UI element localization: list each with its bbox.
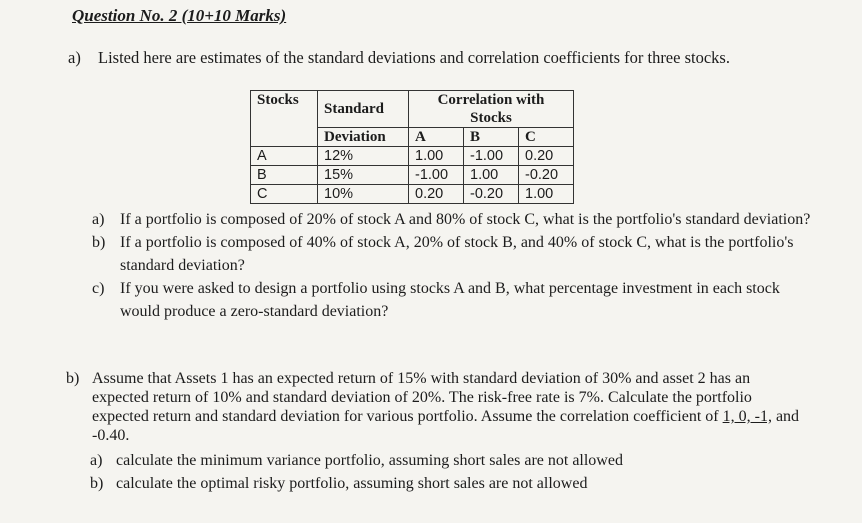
- list-item: [92, 208, 812, 231]
- part-b-text-2: and -0.40.: [92, 408, 800, 444]
- sub-question-text: calculate the optimal risky portfolio, assuming short sales are not allowed: [116, 475, 588, 492]
- list-item: [92, 231, 812, 277]
- correlation-table: [250, 90, 574, 204]
- part-a-marker: a): [68, 48, 81, 67]
- cell-stock: C: [251, 185, 318, 204]
- table-row: [251, 166, 574, 185]
- cell-corr-b: 1.00: [464, 166, 519, 185]
- sub-question-text: calculate the minimum variance portfolio, assuming short sales are not allowed: [116, 452, 623, 469]
- header-a: A: [409, 128, 464, 147]
- part-a-intro-text: Listed here are estimates of the standard deviations and correlation coefficients for three stocks.: [98, 48, 730, 67]
- sub-question-marker: b): [90, 475, 104, 492]
- part-b-text-1: Assume that Assets 1 has an expected return of 15% with standard deviation of 30% and asset 2 has an expected return of 10% and standard deviation of 20%. The risk-free rate is 7%. Calculate the portfolio expected return and standard deviation for various portfolio. Assume the correlation coefficient of: [92, 370, 752, 425]
- cell-sd: 15%: [318, 166, 409, 185]
- question-marker: c): [92, 280, 105, 297]
- part-b-marker: b): [66, 370, 80, 387]
- cell-stock: B: [251, 166, 318, 185]
- list-item: [90, 452, 623, 470]
- header-c: C: [519, 128, 574, 147]
- cell-stock: A: [251, 147, 318, 166]
- header-sd-line2: Deviation: [318, 128, 409, 147]
- cell-corr-a: 1.00: [409, 147, 464, 166]
- header-correlation: Correlation with Stocks: [409, 91, 574, 128]
- cell-corr-c: 1.00: [519, 185, 574, 204]
- table-row: [251, 147, 574, 166]
- list-item: [92, 277, 812, 323]
- header-stocks: Stocks: [251, 91, 318, 147]
- question-text: If a portfolio is composed of 40% of stock A, 20% of stock B, and 40% of stock C, what is the portfolio's standard deviation?: [120, 234, 794, 274]
- cell-corr-b: -0.20: [464, 185, 519, 204]
- part-a-intro: [68, 48, 730, 68]
- cell-corr-b: -1.00: [464, 147, 519, 166]
- cell-corr-a: 0.20: [409, 185, 464, 204]
- correlation-values: 1, 0, -1,: [722, 408, 772, 425]
- header-sd-line1: Standard: [318, 91, 409, 128]
- cell-sd: 10%: [318, 185, 409, 204]
- cell-corr-a: -1.00: [409, 166, 464, 185]
- question-marker: b): [92, 234, 106, 251]
- question-text: If a portfolio is composed of 20% of stock A and 80% of stock C, what is the portfolio's standard deviation?: [120, 211, 811, 228]
- question-title: Question No. 2 (10+10 Marks): [72, 6, 287, 25]
- cell-corr-c: -0.20: [519, 166, 574, 185]
- header-b: B: [464, 128, 519, 147]
- part-b: [66, 369, 806, 445]
- cell-corr-c: 0.20: [519, 147, 574, 166]
- table-row: [251, 185, 574, 204]
- part-a-questions: [92, 208, 812, 323]
- part-b-text: [92, 369, 806, 445]
- cell-sd: 12%: [318, 147, 409, 166]
- question-marker: a): [92, 211, 105, 228]
- part-b-body: [66, 369, 806, 445]
- list-item: [90, 475, 587, 493]
- question-text: If you were asked to design a portfolio using stocks A and B, what percentage investment in each stock would produce a zero-standard deviation?: [120, 280, 780, 320]
- table-header-row: [251, 91, 574, 128]
- sub-question-marker: a): [90, 452, 103, 469]
